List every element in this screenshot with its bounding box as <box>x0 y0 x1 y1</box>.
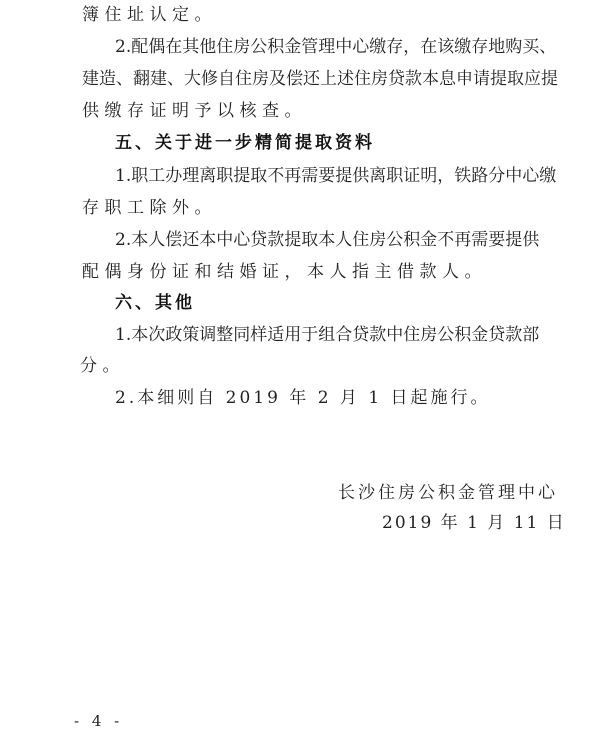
paragraph-line: 1.本次政策调整同样适用于组合贷款中住房公积金贷款部 <box>115 325 540 345</box>
paragraph-line: 2.本人偿还本中心贷款提取本人住房公积金不再需要提供 <box>115 230 540 250</box>
signature-organization: 长沙住房公积金管理中心 <box>338 483 558 503</box>
paragraph-line: 存职工除外。 <box>82 198 217 218</box>
paragraph-line: 建造、翻建、大修自住房及偿还上述住房贷款本息申请提取应提 <box>82 69 558 89</box>
page-number: - 4 - <box>74 712 124 730</box>
signature-date: 2019 年 1 月 11 日 <box>382 513 566 533</box>
paragraph-line: 1.职工办理离职提取不再需要提供离职证明，铁路分中心缴 <box>115 166 557 186</box>
paragraph-line: 2.配偶在其他住房公积金管理中心缴存，在该缴存地购买、 <box>115 37 557 57</box>
section-heading-5: 五、关于进一步精简提取资料 <box>115 133 375 153</box>
section-heading-6: 六、其他 <box>115 293 195 313</box>
paragraph-line: 2.本细则自 2019 年 2 月 1 日起施行。 <box>115 388 491 408</box>
paragraph-line: 供缴存证明予以核查。 <box>82 101 307 121</box>
paragraph-line: 配偶身份证和结婚证，本人指主借款人。 <box>82 262 487 282</box>
paragraph-line: 簿住址认定。 <box>82 5 217 25</box>
paragraph-line: 分。 <box>80 356 125 376</box>
